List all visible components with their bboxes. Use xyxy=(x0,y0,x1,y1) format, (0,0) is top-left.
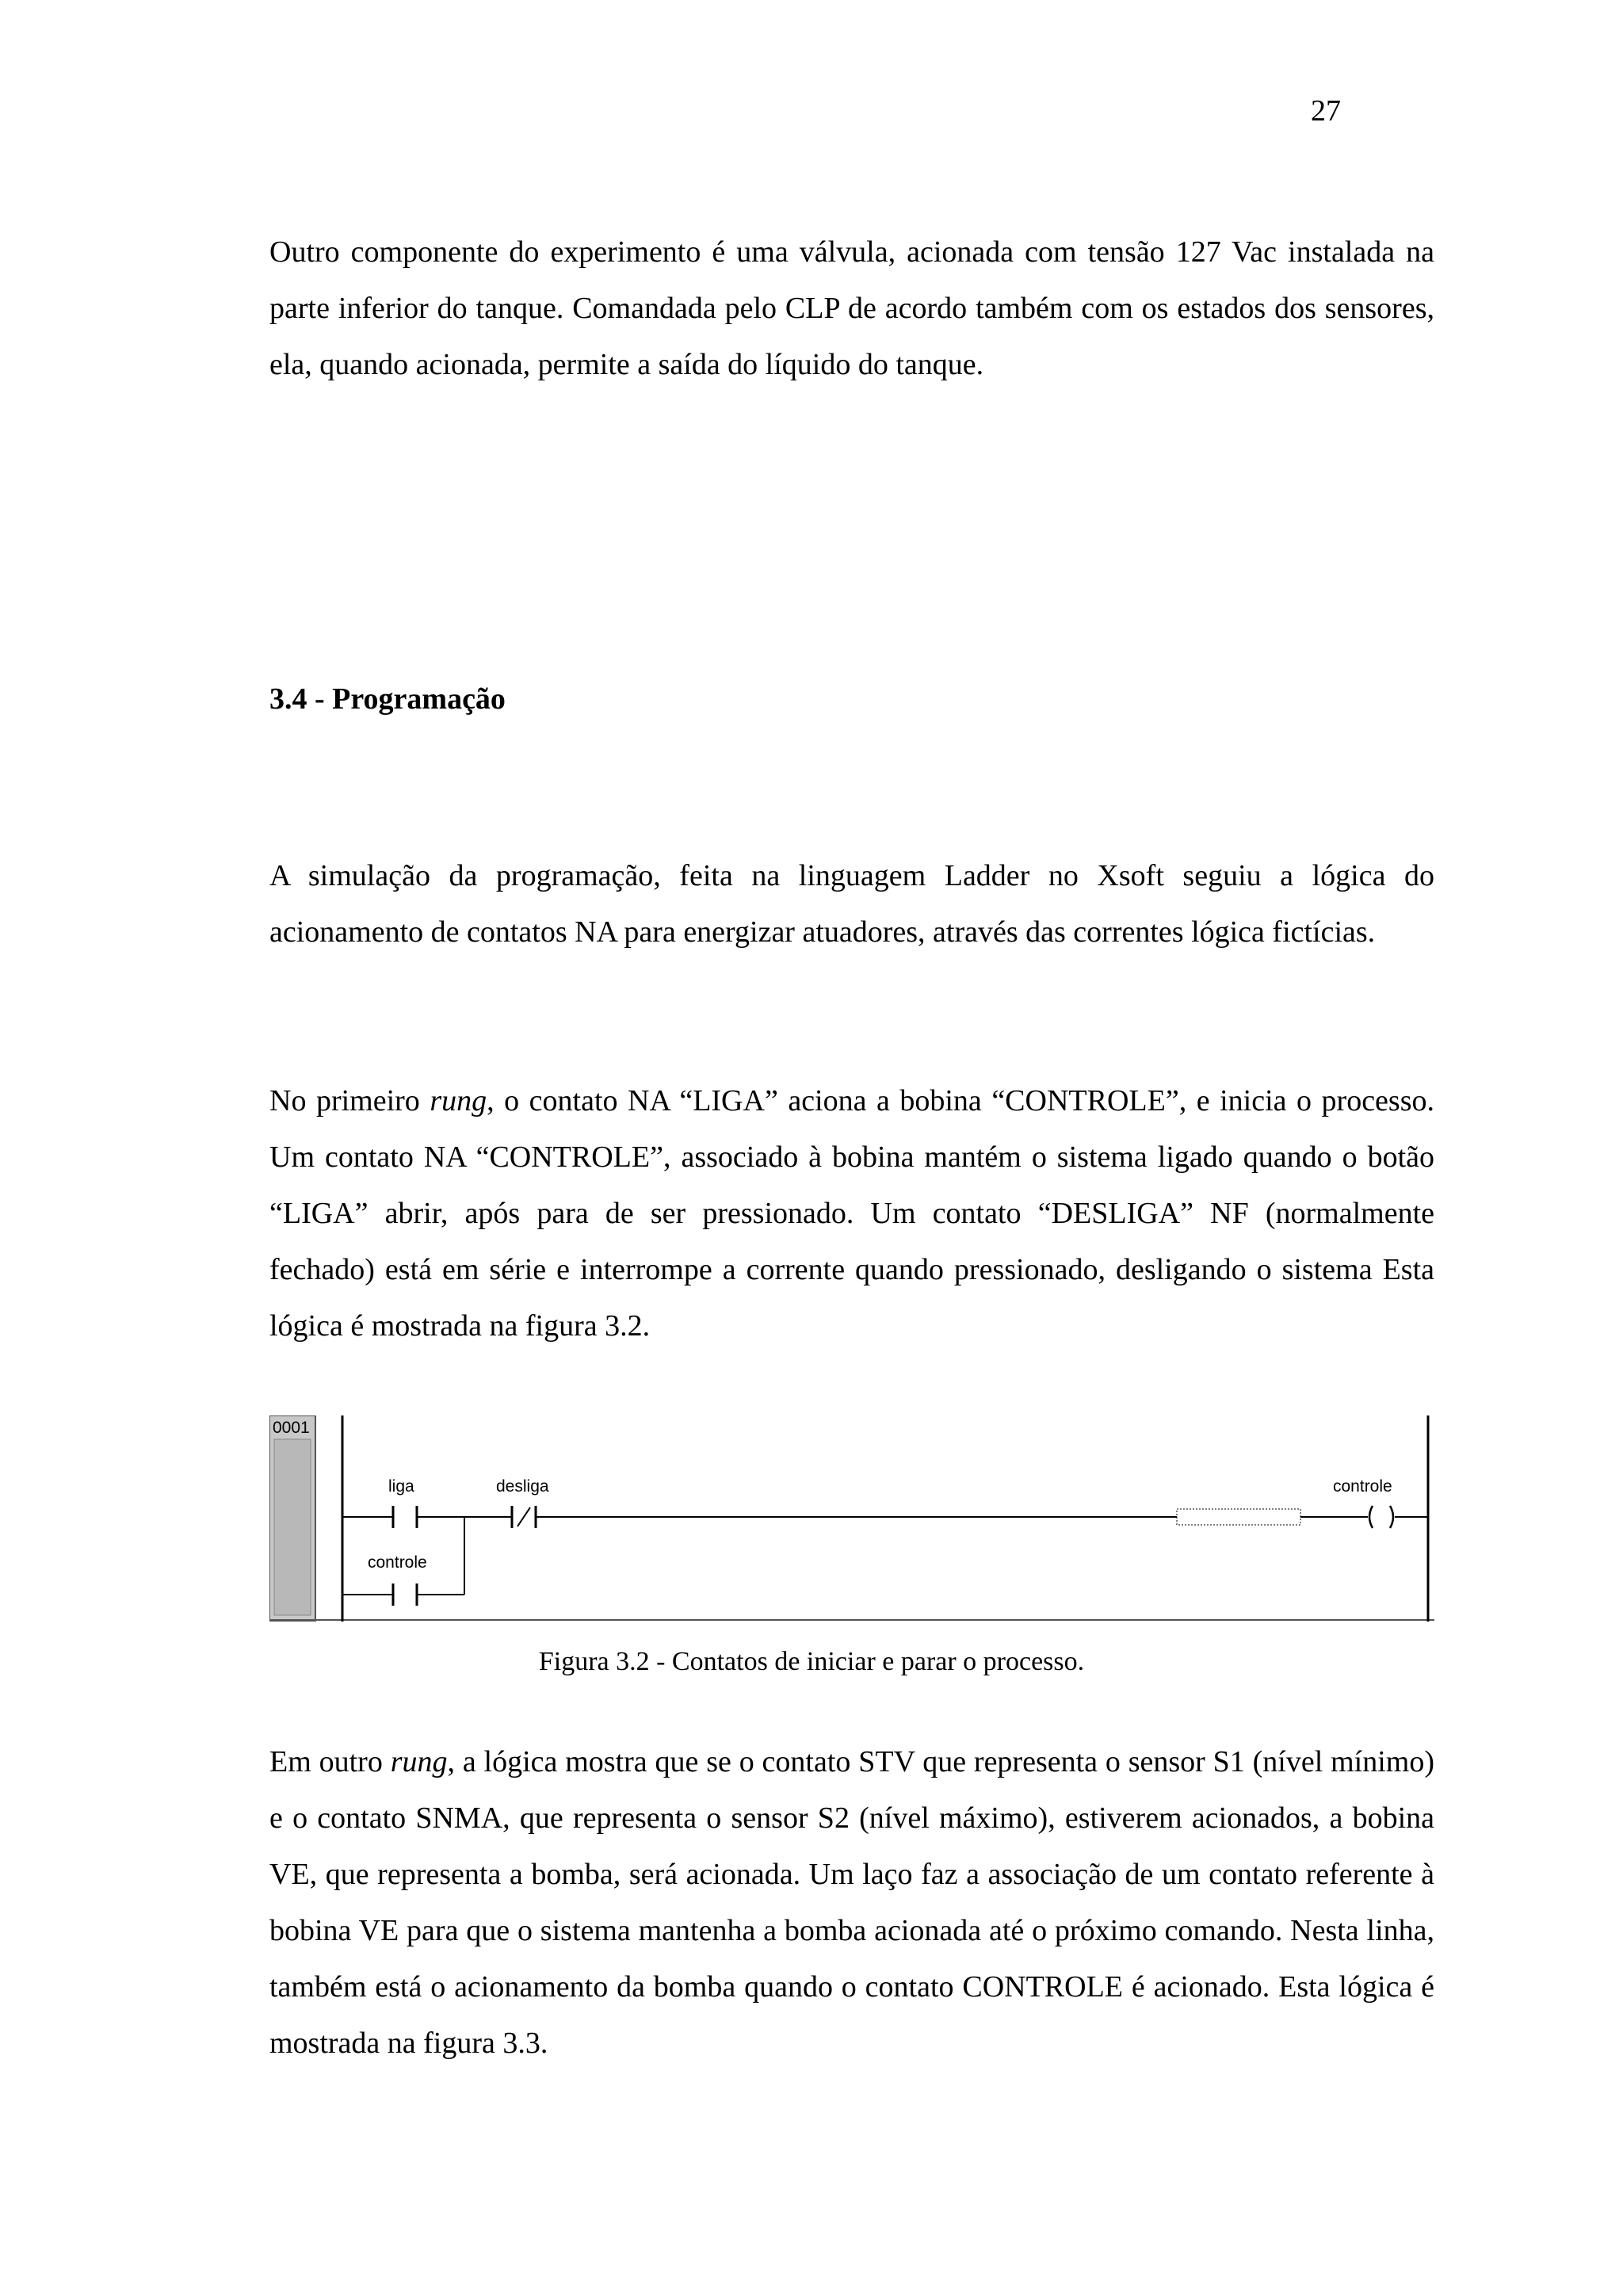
contact-controle-label: controle xyxy=(368,1553,427,1572)
p3-text-b: , o contato NA “LIGA” aciona a bobina “CONTROLE”, e inicia o processo. Um contato NA “CONTROLE”, associado à bobina mantém o sistema ligado quando o botão “LIGA” abrir, após para de ser pressionado. Um contato “DESLIGA” NF (normalmente fechado) está em série e interrompe a corrente quando pressionado, desligando o sistema Esta lógica é mostrada na figura 3.2. xyxy=(269,1084,1434,1343)
p4-rung-term: rung xyxy=(390,1745,448,1778)
p3-rung-term: rung xyxy=(430,1084,487,1117)
p4-text-b: , a lógica mostra que se o contato STV que representa o sensor S1 (nível mínimo) e o contato SNMA, que representa o sensor S2 (nível máximo), estiverem acionados, a bobina VE, que representa a bomba, será acionada. Um laço faz a associação de um contato referente à bobina VE para que o sistema mantenha a bomba acionada até o próximo comando. Nesta linha, também está o acionamento da bomba quando o contato CONTROLE é acionado. Esta lógica é mostrada na figura 3.3. xyxy=(269,1745,1435,2060)
section-heading: 3.4 - Programação xyxy=(269,682,506,716)
paragraph-valve: Outro componente do experimento é uma válvula, acionada com tensão 127 Vac instalada na parte inferior do tanque. Comandada pelo CLP de acordo também com os estados dos sensores, ela, quando acionada, permite a saída do líquido do tanque. xyxy=(269,235,1434,381)
contact-liga xyxy=(393,1506,417,1528)
p3-text-a: No primeiro xyxy=(269,1084,430,1117)
coil-controle-label: controle xyxy=(1333,1477,1392,1496)
ladder-diagram xyxy=(269,1415,1434,1622)
paragraph-simulation: A simulação da programação, feita na linguagem Ladder no Xsoft seguiu a lógica do acionamento de contatos NA para energizar atuadores, através das correntes lógica fictícias. xyxy=(269,859,1434,949)
coil-controle xyxy=(1369,1506,1393,1528)
empty-block-placeholder xyxy=(1177,1509,1300,1525)
rung-number-label: 0001 xyxy=(273,1419,310,1437)
paragraph-first-rung xyxy=(269,1073,1434,1354)
p4-text-a: Em outro xyxy=(269,1745,391,1778)
paragraph-second-rung xyxy=(269,1734,1434,2072)
contact-desliga-label: desliga xyxy=(496,1477,549,1496)
contact-desliga xyxy=(512,1506,536,1528)
rung-number-shading xyxy=(274,1439,311,1615)
ladder-diagram-figure xyxy=(269,1415,1434,1622)
page-number: 27 xyxy=(1311,94,1341,128)
figure-caption: Figura 3.2 - Contatos de iniciar e parar o processo. xyxy=(538,1647,1085,1676)
contact-controle xyxy=(393,1584,417,1606)
contact-liga-label: liga xyxy=(388,1477,414,1496)
